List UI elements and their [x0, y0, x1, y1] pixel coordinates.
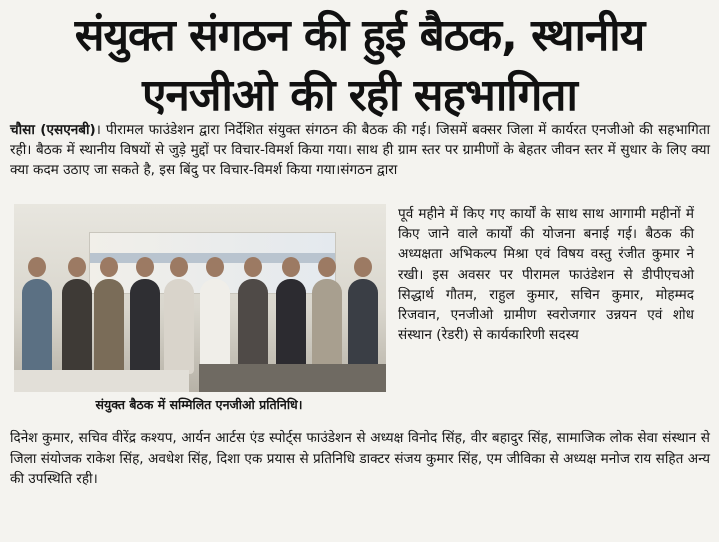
dateline: चौसा (एसएनबी) — [10, 122, 96, 138]
person-figure — [238, 279, 268, 374]
person-figure — [276, 279, 306, 374]
table-left — [14, 370, 189, 392]
person-figure — [62, 279, 92, 374]
person-figure — [312, 279, 342, 374]
photo-caption: संयुक्त बैठक में सम्मिलित एनजीओ प्रतिनिधि। — [95, 397, 303, 412]
article-lead — [10, 120, 710, 181]
person-figure — [130, 279, 160, 374]
news-photo-block — [10, 204, 388, 414]
right-column-text: पूर्व महीने में किए गए कार्यों के साथ साथ आगामी महीनों में किए जाने वाले कार्यों की योजना बनाई गई। बैठक की अध्यक्षता अभिकल्प मिश्रा एवं विषय वस्तु रंजीत कुमार ने रखी। इस अवसर पर पीरामल फाउंडेशन से डीपीएचओ सिद्धार्थ गौतम, राहुल कुमार, सचिन कुमार, मोहम्मद रिजवान, एनजीओ ग्रामीण स्वरोजगार उन्नयन एवं शोध संस्थान (रेडरी) से कार्यकारिणी सदस्य — [398, 206, 694, 344]
tail-paragraph: दिनेश कुमार, सचिव वीरेंद्र कश्यप, आर्यन आर्टस एंड स्पोर्ट्स फाउंडेशन से अध्यक्ष विनोद सिंह, वीर बहादुर सिंह, सामाजिक लोक सेवा संस्थान से जिला संयोजक राकेश सिंह, अवधेश सिंह, दिशा एक प्रयास से प्रतिनिधि डाक्टर संजय कुमार सिंह, एम जीविका से अध्यक्ष मनोज राय सहित अन्य की उपस्थिति रही। — [10, 430, 710, 488]
lead-paragraph — [10, 120, 710, 181]
headline-line-2: एनजीओ की रही सहभागिता — [142, 70, 577, 121]
lead-text: । पीरामल फाउंडेशन द्वारा निर्देशित संयुक्त संगठन की बैठक की गई। जिसमें बक्सर जिला में कार्यरत एनजीओ की सहभागिता रही। बैठक में स्थानीय विषयों से जुड़े मुद्दों पर विचार-विमर्श किया गया। साथ ही ग्राम स्तर पर ग्रामीणों के बेहतर जीवन स्तर में सुधार के लिए क्या क्या कदम उठाए जा सकते है, इस बिंदु पर विचार-विमर्श किया गया।संगठन द्वारा — [10, 122, 710, 179]
headline-line-1: संयुक्त संगठन की हुई बैठक, स्थानीय — [74, 10, 645, 61]
person-figure — [94, 279, 124, 374]
person-figure — [200, 279, 230, 374]
person-figure — [348, 279, 378, 374]
person-figure — [22, 279, 52, 374]
headline — [0, 0, 719, 126]
group-photo — [14, 204, 386, 392]
person-figure — [164, 279, 194, 374]
table-right — [199, 364, 386, 392]
